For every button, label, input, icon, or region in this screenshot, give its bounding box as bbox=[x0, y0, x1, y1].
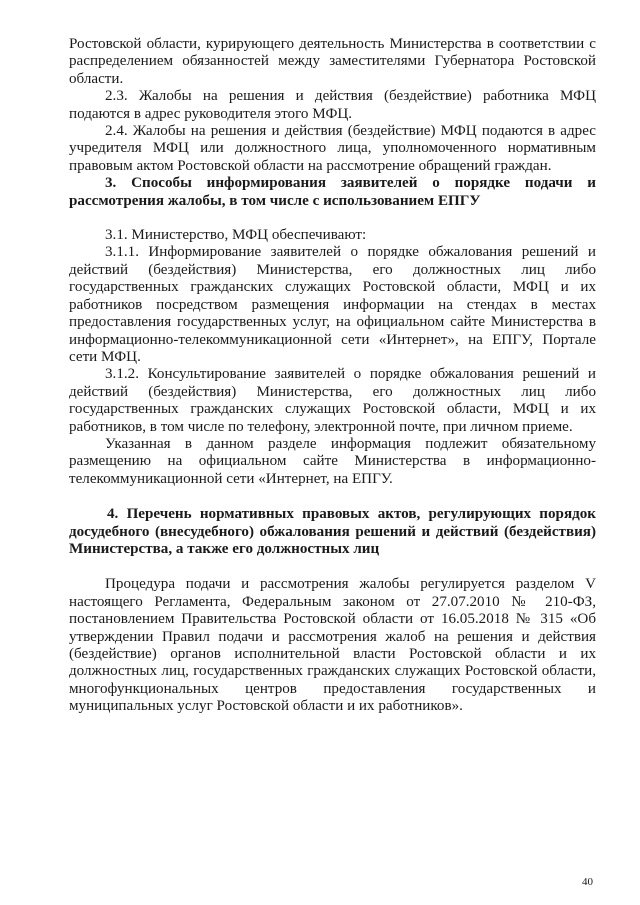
page-number: 40 bbox=[582, 876, 593, 888]
section-4-heading: 4. Перечень нормативных правовых актов, регулирующих порядок досудебного (внесудебного) обжалования решений и действий (бездействия) Министерства, а также его должностных лиц bbox=[69, 506, 596, 557]
paragraph-continuation: Ростовской области, курирующего деятельность Министерства в соответствии с распределением обязанностей между заместителями Губернатора Ростовской области. bbox=[69, 36, 596, 87]
paragraph-3-info: Указанная в данном разделе информация подлежит обязательному размещению на официальном сайте Министерства в информационно-телекоммуникационной сети «Интернет, на ЕПГУ. bbox=[69, 435, 596, 487]
paragraph-3-1-1: 3.1.1. Информирование заявителей о порядке обжалования решений и действий (бездействия) Министерства, его должностных лиц либо государственных гражданских служащих Ростовской области, МФЦ и их работников посредством размещения информации на стендах в местах предоставления государственных услуг, на официальном сайте Министерства в информационно-телекоммуникационной сети «Интернет», на ЕПГУ, Портале сети МФЦ. bbox=[69, 244, 596, 365]
spacer bbox=[69, 210, 596, 227]
document-page bbox=[69, 36, 596, 716]
section-3-heading: 3. Способы информирования заявителей о порядке подачи и рассмотрения жалобы, в том числе с использованием ЕПГУ bbox=[69, 175, 596, 209]
paragraph-3-1: 3.1. Министерство, МФЦ обеспечивают: bbox=[105, 227, 367, 244]
paragraph-3-1-2: 3.1.2. Консультирование заявителей о порядке обжалования решений и действий (бездействия) Министерства, его должностных лиц либо государственных гражданских служащих Ростовской области, МФЦ и их работников, в том числе по телефону, электронной почте, при личном приеме. bbox=[69, 366, 596, 435]
paragraph-4-procedure: Процедура подачи и рассмотрения жалобы регулируется разделом V настоящего Регламента, Федеральным законом от 27.07.2010 № 210-ФЗ, постановлением Правительства Ростовской области от 16.05.2018 № 315 «Об утверждении Правил подачи и рассмотрения жалоб на решения и действия (бездействие) органов исполнительной власти Ростовской области и их должностных лиц, государственных гражданских служащих Ростовской области, многофункциональных центров предоставления государственных и муниципальных услуг Ростовской области и их работников». bbox=[69, 576, 596, 715]
spacer bbox=[69, 488, 596, 506]
spacer bbox=[69, 558, 596, 576]
paragraph-2-4: 2.4. Жалобы на решения и действия (бездействие) МФЦ подаются в адрес учредителя МФЦ или должностного лица, уполномоченного нормативным правовым актом Ростовской области на рассмотрение обращений граждан. bbox=[69, 123, 596, 174]
paragraph-2-3: 2.3. Жалобы на решения и действия (бездействие) работника МФЦ подаются в адрес руководителя этого МФЦ. bbox=[69, 88, 596, 122]
